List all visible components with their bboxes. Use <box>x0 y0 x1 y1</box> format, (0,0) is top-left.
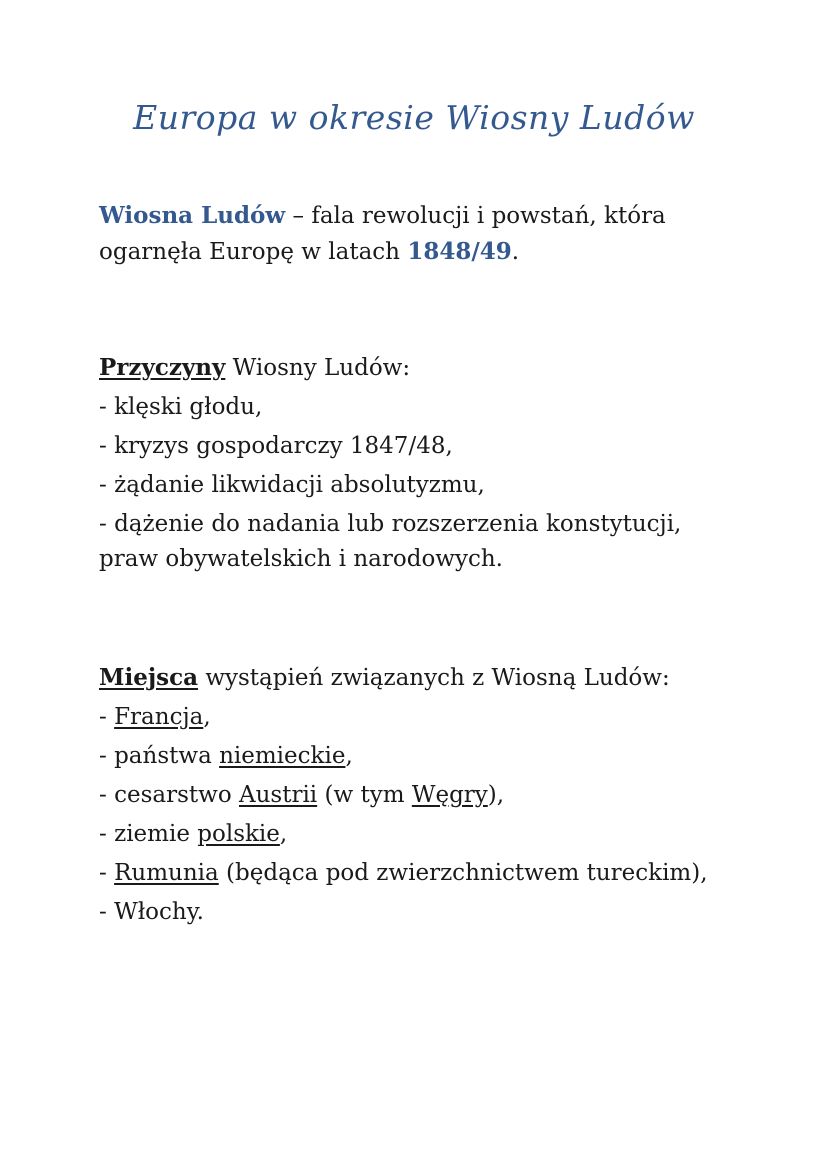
causes-heading-rest: Wiosny Ludów: <box>225 355 411 381</box>
place-name-romania: Rumunia <box>114 860 219 886</box>
cause-item: - żądanie likwidacji absolutyzmu, <box>99 472 485 498</box>
place-suffix: , <box>279 821 288 847</box>
intro-definition <box>99 198 739 270</box>
cause-item: - kryzys gospodarczy 1847/48, <box>99 433 453 459</box>
place-item-germany <box>99 739 739 774</box>
intro-years: 1848/49 <box>407 238 512 265</box>
place-prefix: - <box>99 704 115 730</box>
place-name-austria: Austrii <box>238 782 318 808</box>
place-name-hungary: Węgry <box>411 782 488 808</box>
cause-item: - dążenie do nadania lub rozszerzenia konstytucji, praw obywatelskich i narodowych. <box>99 511 682 572</box>
intro-end: . <box>511 239 520 265</box>
intro-term: Wiosna Ludów <box>99 202 286 229</box>
place-prefix: - ziemie <box>99 821 198 847</box>
cause-item: - klęski głodu, <box>99 394 263 420</box>
place-suffix: , <box>203 704 211 730</box>
place-prefix: - cesarstwo <box>99 782 239 808</box>
place-suffix: ), <box>487 782 505 808</box>
place-name-germany: niemieckie <box>219 743 346 769</box>
causes-heading-key: Przyczyny <box>99 354 226 381</box>
intro-text: – fala rewolucji i powstań, która ogarnęła Europę w latach <box>99 203 666 265</box>
place-item-austria <box>99 778 739 813</box>
place-item-france <box>99 700 739 735</box>
place-item-italy: - Włochy. <box>99 899 204 925</box>
places-heading-rest: wystąpień związanych z Wiosną Ludów: <box>198 665 670 691</box>
place-item-poland <box>99 817 739 852</box>
document-title: Europa w okresie Wiosny Ludów <box>133 98 695 137</box>
places-heading <box>99 660 739 696</box>
places-heading-key: Miejsca <box>99 664 199 691</box>
place-name-france: Francja <box>114 704 204 730</box>
intro-paragraph <box>99 198 739 270</box>
causes-section <box>99 350 739 581</box>
place-middle: (w tym <box>317 782 412 808</box>
place-name-poland: polskie <box>197 821 280 847</box>
place-prefix: - <box>99 860 115 886</box>
place-suffix: , <box>345 743 353 769</box>
place-suffix: (będąca pod zwierzchnictwem tureckim), <box>218 860 708 886</box>
places-section <box>99 660 739 934</box>
causes-heading <box>99 350 739 386</box>
place-item-romania <box>99 856 739 891</box>
place-prefix: - państwa <box>99 743 220 769</box>
